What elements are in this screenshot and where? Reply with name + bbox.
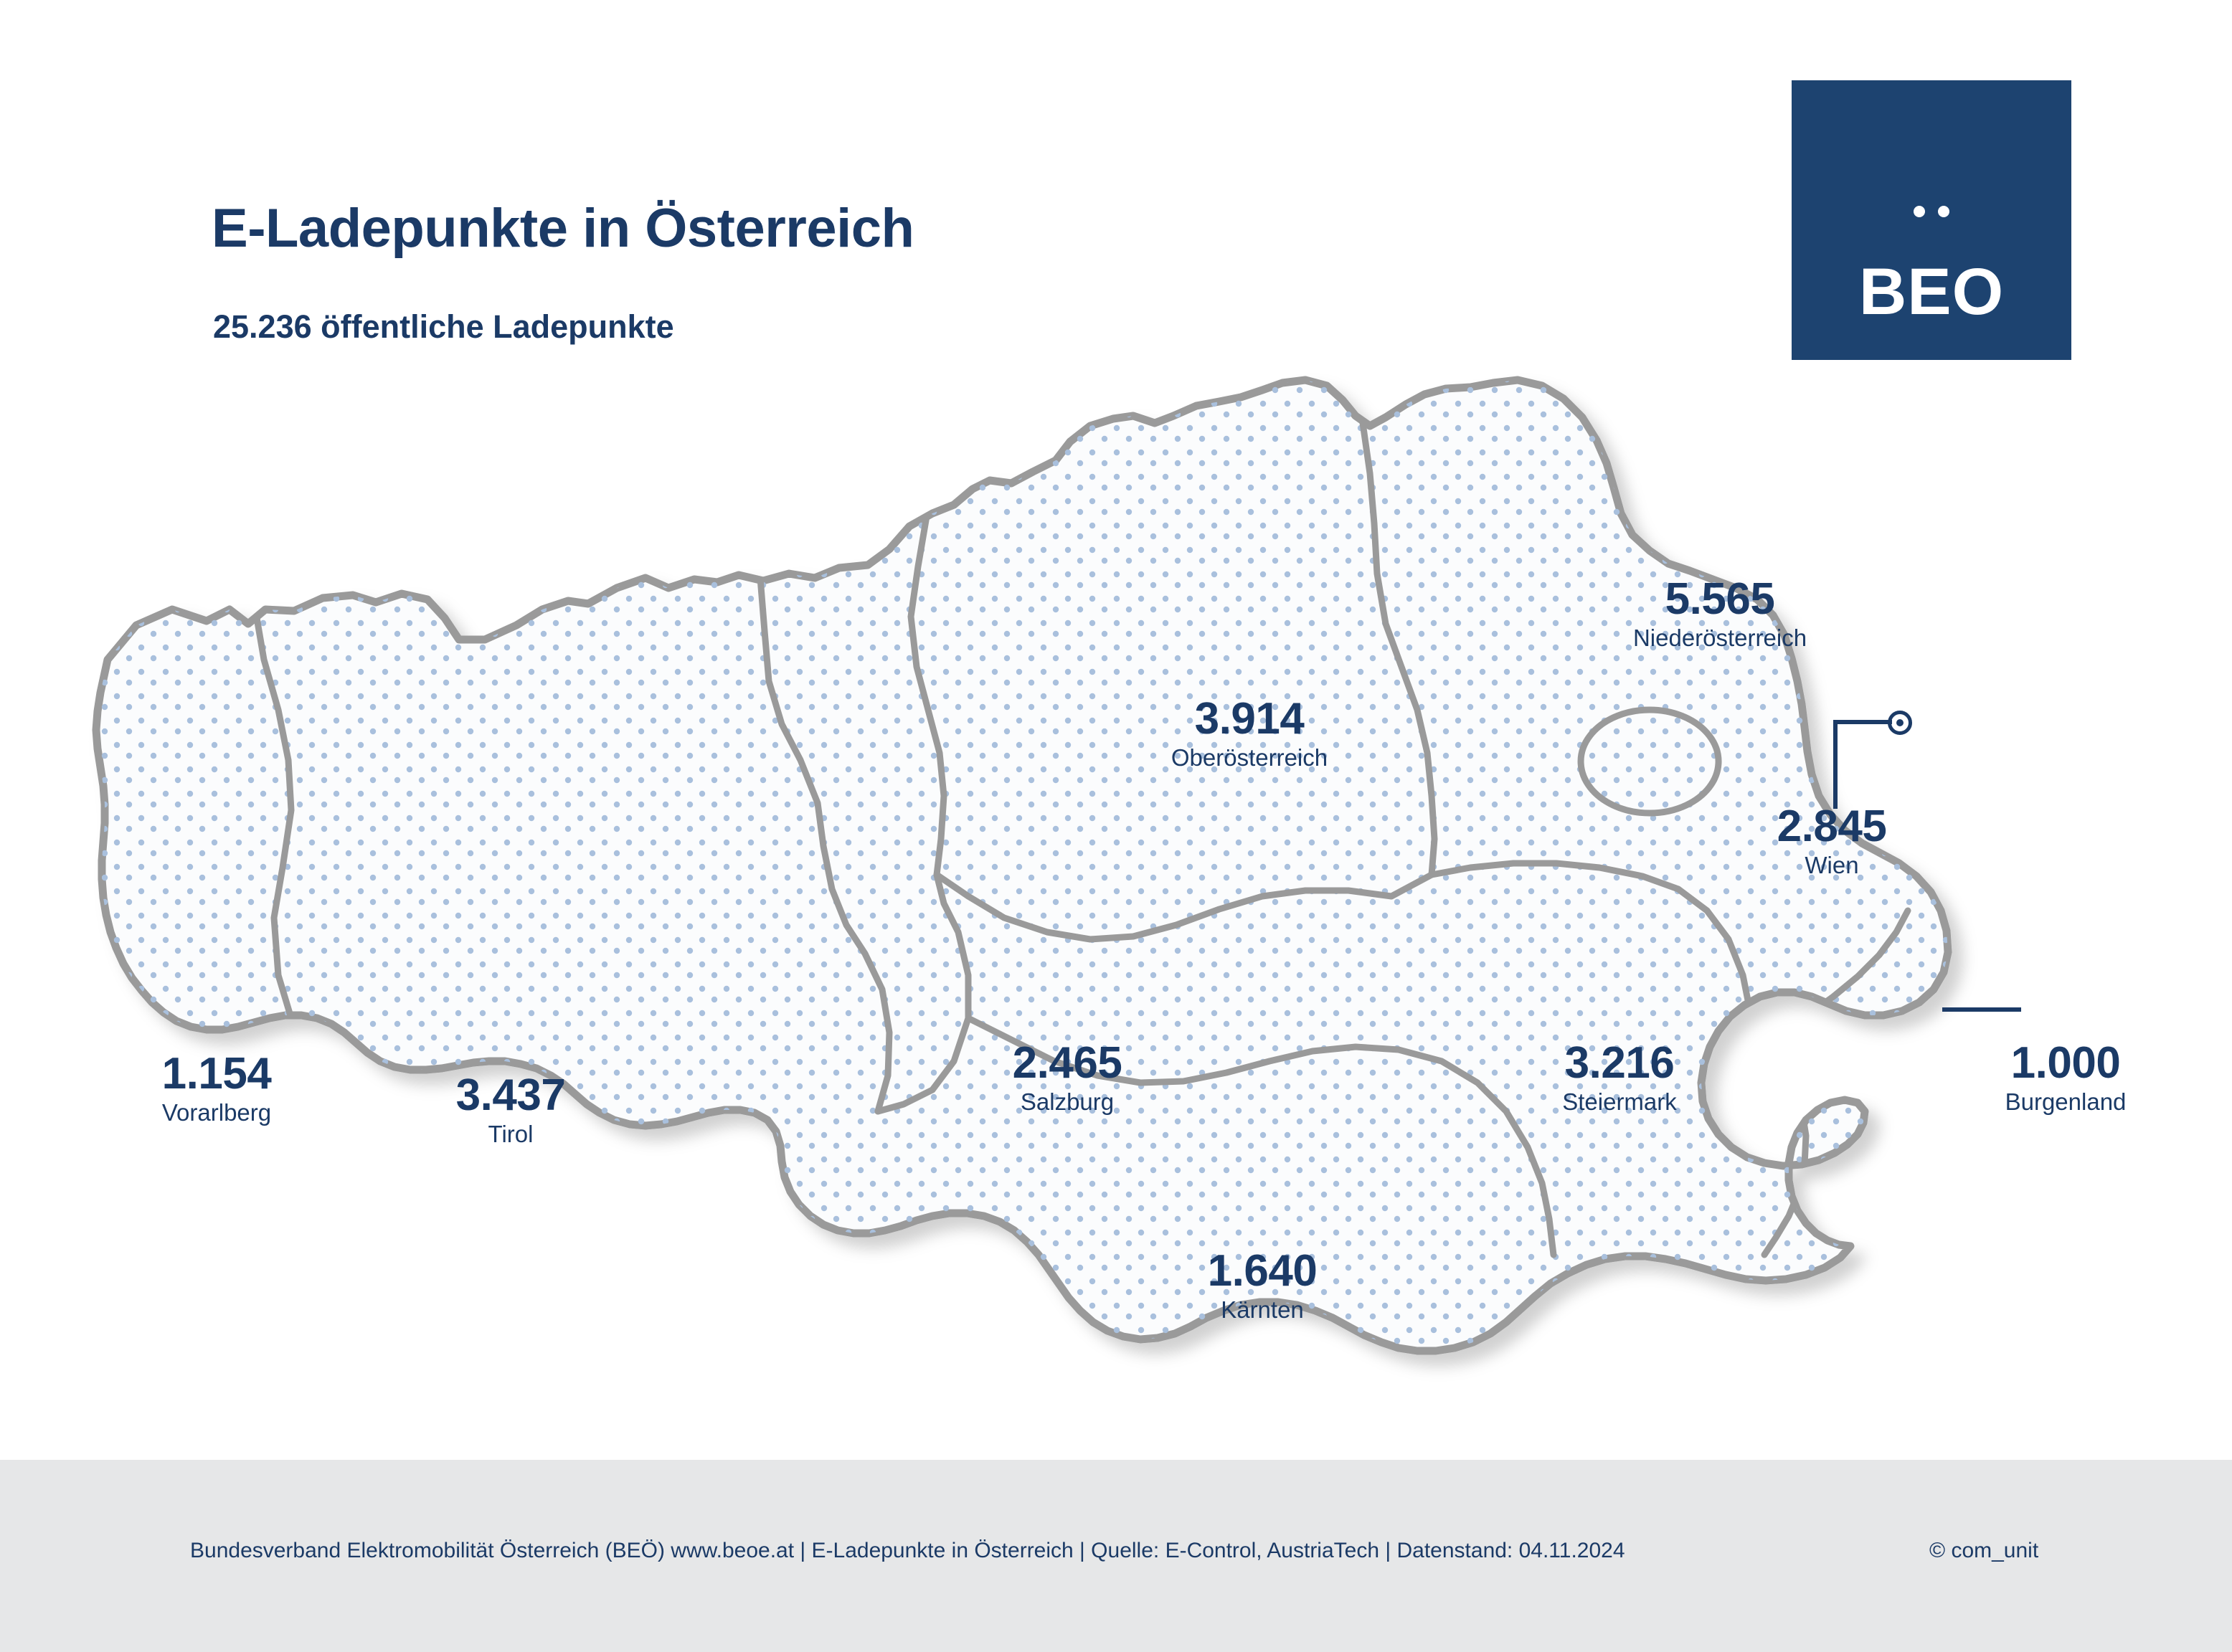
- region-label-steiermark: [1562, 1038, 1677, 1116]
- region-name-salzburg: Salzburg: [1020, 1088, 1115, 1115]
- region-value-wien: 2.845: [1777, 802, 1887, 851]
- umlaut-dot-right: [1938, 206, 1949, 217]
- region-value-niederoesterreich: 5.565: [1665, 574, 1775, 624]
- region-label-niederoesterreich: [1632, 574, 1807, 652]
- region-label-vorarlberg: [161, 1049, 272, 1127]
- region-name-niederoesterreich: Niederösterreich: [1632, 625, 1807, 651]
- region-label-burgenland: [2005, 1038, 2127, 1116]
- logo-wordmark: BEO: [1858, 255, 2005, 328]
- region-value-salzburg: 2.465: [1012, 1038, 1122, 1088]
- umlaut-dots-icon: [1792, 206, 2071, 221]
- region-label-kaernten: [1207, 1246, 1318, 1324]
- region-label-tirol: [456, 1073, 566, 1149]
- footer-bar: [0, 1460, 2232, 1652]
- region-value-tirol: 3.437: [455, 1071, 566, 1120]
- region-name-vorarlberg: Vorarlberg: [161, 1099, 272, 1126]
- austria-map: [86, 373, 2152, 1434]
- footer-credit: © com_unit: [1929, 1539, 2039, 1562]
- region-name-oberoesterreich: Oberösterreich: [1171, 744, 1328, 771]
- beo-logo: [1792, 80, 2071, 360]
- region-name-tirol: Tirol: [488, 1121, 534, 1147]
- region-value-vorarlberg: 1.154: [161, 1049, 272, 1098]
- region-value-oberoesterreich: 3.914: [1194, 694, 1305, 744]
- region-name-steiermark: Steiermark: [1562, 1088, 1677, 1115]
- burgenland-leader-line: [1942, 1007, 2021, 1012]
- region-label-salzburg: [1012, 1038, 1122, 1116]
- austria-map-svg: [86, 373, 2152, 1434]
- region-value-kaernten: 1.640: [1207, 1246, 1318, 1296]
- umlaut-dot-left: [1914, 206, 1925, 217]
- map-dot-texture: [86, 373, 2152, 1434]
- region-value-steiermark: 3.216: [1564, 1038, 1675, 1088]
- footer-source-text: Bundesverband Elektromobilität Österreich (BEÖ) www.beoe.at | E-Ladepunkte in Österreich | Quelle: E-Control, AustriaTech | Datenstand: 04.11.2024: [190, 1539, 1625, 1562]
- region-label-oberoesterreich: [1171, 694, 1328, 772]
- region-name-kaernten: Kärnten: [1221, 1296, 1304, 1323]
- region-name-wien: Wien: [1805, 852, 1859, 878]
- page-subtitle: 25.236 öffentliche Ladepunkte: [213, 308, 674, 345]
- region-name-burgenland: Burgenland: [2005, 1088, 2127, 1115]
- region-label-wien: [1777, 804, 1887, 880]
- wien-leader-line-vertical: [1833, 723, 1838, 809]
- page-title: E-Ladepunkte in Österreich: [212, 198, 914, 259]
- wien-leader-line-horizontal: [1833, 720, 1892, 724]
- region-value-burgenland: 1.000: [2010, 1038, 2121, 1088]
